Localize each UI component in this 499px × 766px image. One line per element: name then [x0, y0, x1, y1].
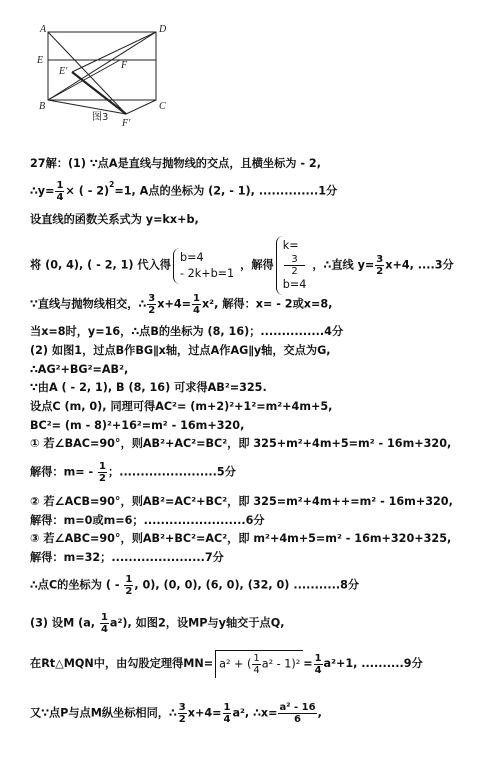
text: ；.......................5分 [108, 465, 236, 479]
text: , 0), (0, 0), (6, 0), (32, 0) ...........8分 [134, 578, 360, 592]
text: = [303, 657, 313, 670]
numerator: 1 [253, 653, 260, 664]
text: ，∴直线 y= [312, 258, 375, 272]
text: a²), 如图2，设MP与y轴交于点Q, [109, 616, 285, 630]
text: k= [282, 239, 299, 252]
fraction [223, 702, 232, 725]
fraction [278, 702, 316, 725]
equation-system [173, 248, 238, 284]
numerator: 1 [100, 612, 108, 623]
equation: b=4 [282, 278, 307, 291]
fraction [375, 254, 384, 277]
denominator: 2 [178, 714, 186, 725]
solution-line-11: BC²= (m - 8)²+16²=m² - 16m+320, [30, 419, 245, 432]
numerator: 1 [223, 702, 231, 713]
solution-line-20 [30, 650, 423, 678]
equation: b=4 [180, 250, 204, 264]
text: ∴点C的坐标为 ( - [30, 578, 124, 592]
solution-line-16: ③ 若∠ABC=90°，则AB²+BC²=AC²，即 m²+4m+5=m² - 16m+320+325, [30, 532, 452, 545]
text: 在Rt△MQN中，由勾股定理得MN= [30, 657, 214, 670]
solution-line-9: ∵由A ( - 2, 1), B (8, 16) 可求得AB²=325. [30, 381, 267, 394]
label-a: A [40, 24, 47, 35]
solution-line-15: 解得：m=0或m=6；........................6分 [30, 514, 265, 527]
solution-line-13 [30, 461, 236, 484]
fraction [178, 702, 187, 725]
denominator: 4 [223, 714, 231, 725]
denominator: 4 [314, 664, 322, 676]
text: 将 (0, 4), ( - 2, 1) 代入得 [30, 258, 171, 272]
denominator: 6 [294, 714, 301, 725]
solution-line-3: 设直线的函数关系式为 y=kx+b, [30, 213, 199, 226]
fraction [124, 574, 133, 597]
solution-line-18 [30, 574, 359, 597]
numerator: 3 [148, 293, 156, 304]
denominator: 4 [100, 624, 108, 635]
text: ，解得 [240, 258, 274, 272]
fraction [252, 653, 260, 676]
solution-line-7: (2) 如图1，过点B作BG∥x轴，过点A作AG∥y轴，交点为G, [30, 344, 331, 357]
radicand-text: a² + ( [219, 657, 252, 671]
fraction [192, 293, 201, 316]
line-e1-f1 [72, 72, 126, 114]
solution-line-21 [30, 702, 322, 725]
figure-caption: 图3 [92, 112, 109, 123]
text: 又∵点P与点M纵坐标相同，∴ [30, 706, 177, 720]
line-d-e1 [72, 32, 156, 72]
fraction [98, 461, 107, 484]
fraction [55, 180, 64, 203]
fraction [284, 254, 306, 277]
fraction [314, 653, 323, 676]
denominator: 2 [291, 266, 298, 277]
label-e1: E' [59, 66, 68, 77]
exponent: 2 [109, 180, 115, 189]
numerator: 1 [314, 652, 322, 664]
numerator: 3 [376, 254, 384, 265]
denominator: 2 [148, 305, 156, 316]
text: a², ∴x= [232, 706, 278, 720]
numerator: 1 [56, 180, 64, 191]
equation: - 2k+b=1 [180, 266, 235, 280]
text: × ( - 2) [65, 184, 110, 198]
fraction [100, 612, 109, 635]
numerator: 1 [192, 293, 200, 304]
solution-system [276, 236, 311, 295]
numerator: 3 [284, 254, 306, 266]
text: ∵直线与抛物线相交，∴ [30, 297, 147, 311]
fraction [147, 293, 156, 316]
label-f1: F' [122, 118, 131, 129]
solution-line-5 [30, 293, 332, 316]
denominator: 2 [125, 586, 133, 597]
label-d: D [159, 24, 167, 35]
equation [283, 238, 307, 277]
square-root [215, 650, 303, 678]
denominator: 4 [253, 665, 260, 676]
text: (3) 设M (a, [30, 616, 99, 630]
text: x², 解得：x= - 2或x=8, [201, 297, 333, 311]
solution-line-6: 当x=8时，y=16，∴点B的坐标为 (8, 16)；...............4分 [30, 325, 344, 338]
line-f1-c [126, 100, 156, 114]
text: x+4= [157, 297, 191, 311]
text: , [317, 706, 322, 720]
solution-line-14: ② 若∠ACB=90°，则AB²=AC²+BC²，即 325=m²+4m++=m² - 16m+320, [30, 495, 453, 508]
text: 解得：m= - [30, 465, 98, 479]
solution-line-4 [30, 236, 454, 295]
numerator: 3 [178, 702, 186, 713]
denominator: 2 [99, 473, 106, 484]
text: x+4= [187, 706, 222, 720]
solution-line-1: 27解：(1) ∵点A是直线与抛物线的交点，且横坐标为 - 2, [30, 157, 321, 170]
geometry-figure [28, 22, 178, 132]
text: =1, A点的坐标为 (2, - 1), ..............1分 [114, 184, 338, 198]
label-b: B [39, 101, 46, 112]
solution-line-19 [30, 612, 284, 635]
text: x+4, ....3分 [385, 258, 454, 272]
label-f: F [121, 60, 128, 71]
solution-line-10: 设点C (m, 0), 同理可得AC²= (m+2)²+1²=m²+4m+5, [30, 400, 333, 413]
label-e: E [37, 55, 44, 66]
solution-line-2 [30, 180, 337, 203]
text: ∴y= [30, 184, 55, 198]
numerator: a² - 16 [279, 702, 316, 713]
solution-line-8: ∴AG²+BG²=AB², [30, 363, 129, 376]
solution-line-12: ① 若∠BAC=90°，则AB²+AC²=BC²，即 325+m²+4m+5=m² - 16m+320, [30, 437, 452, 450]
text: a²+1, ..........9分 [323, 657, 423, 670]
denominator: 4 [192, 305, 200, 316]
denominator: 4 [56, 192, 64, 203]
radicand-text: a² - 1)² [261, 657, 301, 671]
solution-line-17: 解得：m=32；......................7分 [30, 551, 224, 564]
numerator: 1 [125, 574, 133, 585]
label-c: C [159, 101, 166, 112]
numerator: 1 [99, 461, 106, 472]
denominator: 2 [376, 266, 384, 277]
